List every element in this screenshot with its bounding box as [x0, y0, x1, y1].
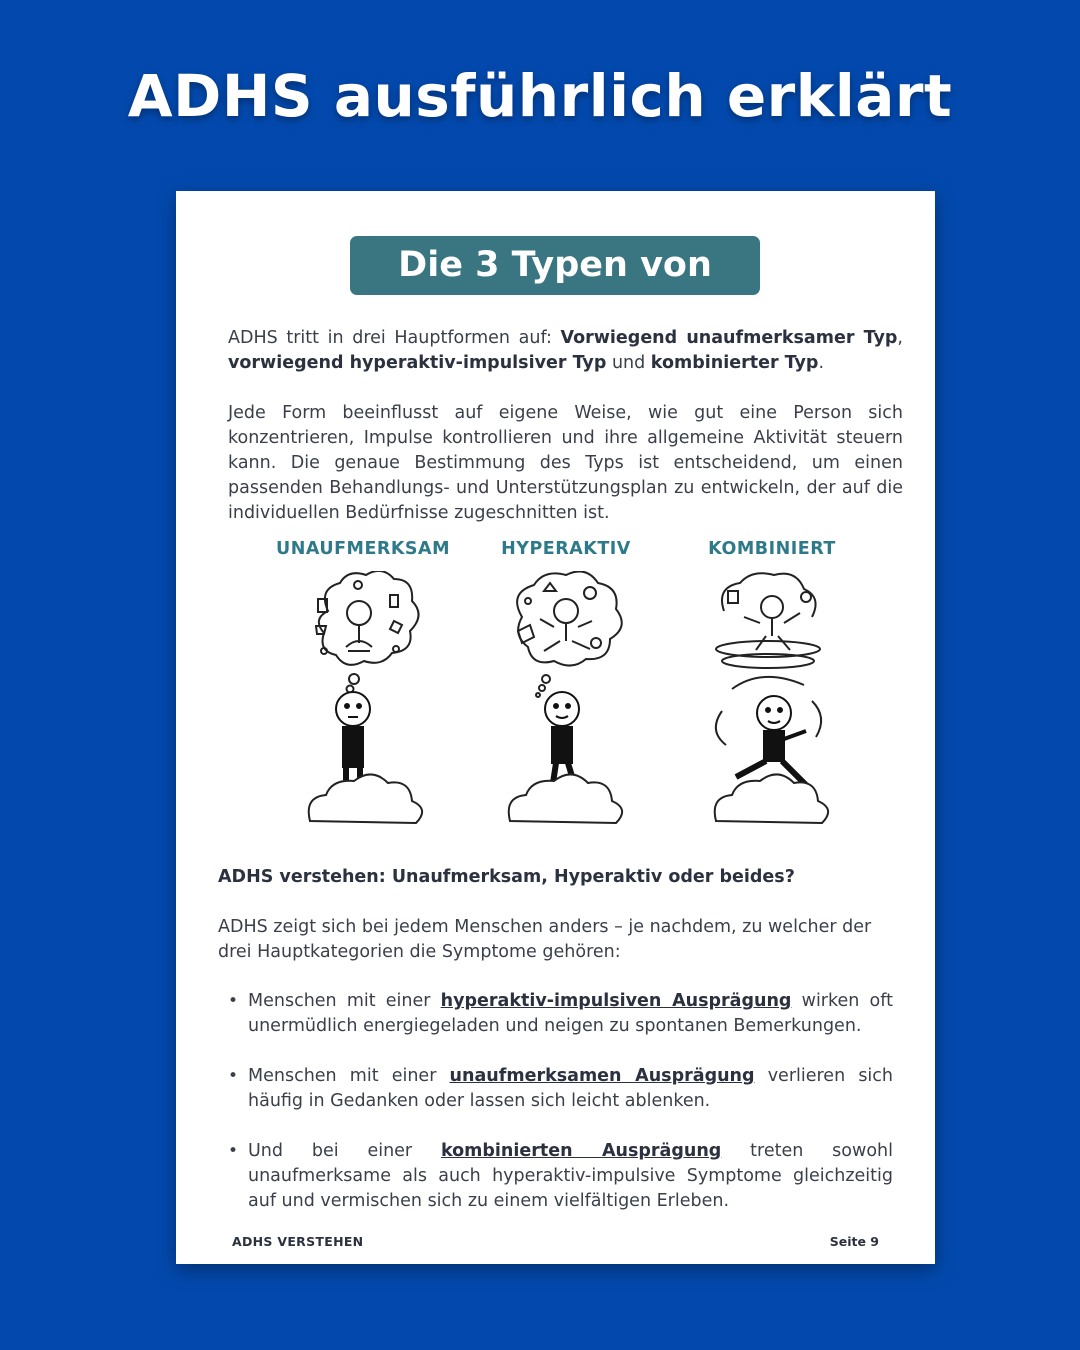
bullet-2-pre: Menschen mit einer: [248, 1066, 450, 1086]
bullet-3-pre: Und bei einer: [248, 1141, 441, 1161]
intro-text-2: ,: [897, 328, 903, 348]
intro-bold-1: Vorwiegend unaufmerksamer Typ: [560, 328, 898, 348]
hyperactive-figure-illustration: [504, 571, 630, 833]
footer-book-title: ADHS VERSTEHEN: [232, 1234, 364, 1249]
bullet-1-post: wirken oft unermüdlich energiegeladen und neigen zu spontanen Bemerkungen.: [248, 991, 893, 1036]
headline: ADHS ausführlich erklärt: [127, 62, 953, 130]
combined-figure-illustration: [702, 571, 834, 833]
link-unaufmerksam[interactable]: unaufmerksamen Ausprägung: [449, 1066, 755, 1086]
paragraph-2: Jede Form beeinflusst auf eigene Weise, wie gut eine Person sich konzentrieren, Impulse kontrollieren und ihre allgemeine Aktivität steuern kann. Die genaue Bestimmung des Typs ist entscheidend, um einen passenden Behandlungs- und Unterstützungsplan zu entwickeln, der auf die individuellen Bedürfnisse zugeschnitten ist.: [228, 403, 903, 523]
page-number: Seite 9: [829, 1234, 879, 1249]
intro-paragraph: [228, 326, 903, 376]
label-unaufmerksam: UNAUFMERKSAM: [276, 539, 450, 559]
intro-bold-2: vorwiegend hyperaktiv-impulsiver Typ: [228, 353, 607, 373]
intro-bold-3: kombinierter Typ: [650, 353, 819, 373]
label-kombiniert: KOMBINIERT: [708, 539, 836, 559]
inattentive-figure-illustration: [306, 571, 426, 833]
label-hyperaktiv: HYPERAKTIV: [501, 539, 631, 559]
paragraph-3: ADHS zeigt sich bei jedem Menschen anders – je nachdem, zu welcher der drei Hauptkategorien die Symptome gehören:: [218, 917, 872, 962]
list-item: [228, 1139, 893, 1214]
link-kombiniert[interactable]: kombinierten Ausprägung: [440, 1141, 722, 1161]
bullet-3-post: treten sowohl unaufmerksame als auch hyperaktiv-impulsive Symptome gleichzeitig auf und vermischen sich zu einem vielfältigen Erleben.: [248, 1141, 893, 1211]
intro-text-1: ADHS tritt in drei Hauptformen auf:: [228, 328, 561, 348]
section-subheading: ADHS verstehen: Unaufmerksam, Hyperaktiv oder beides?: [218, 867, 795, 887]
list-item: [228, 989, 893, 1039]
intro-text-4: .: [818, 353, 825, 373]
intro-text-3: und: [606, 353, 651, 373]
list-item: [228, 1064, 893, 1114]
page-title: Die 3 Typen von ADHS: [350, 236, 760, 295]
document-page: [176, 191, 935, 1264]
link-hyperaktiv-impulsiv[interactable]: hyperaktiv-impulsiven Ausprägung: [440, 991, 792, 1011]
bullet-list: [228, 989, 893, 1239]
bullet-1-pre: Menschen mit einer: [248, 991, 441, 1011]
bullet-2-post: verlieren sich häufig in Gedanken oder lassen sich leicht ablenken.: [248, 1066, 894, 1111]
